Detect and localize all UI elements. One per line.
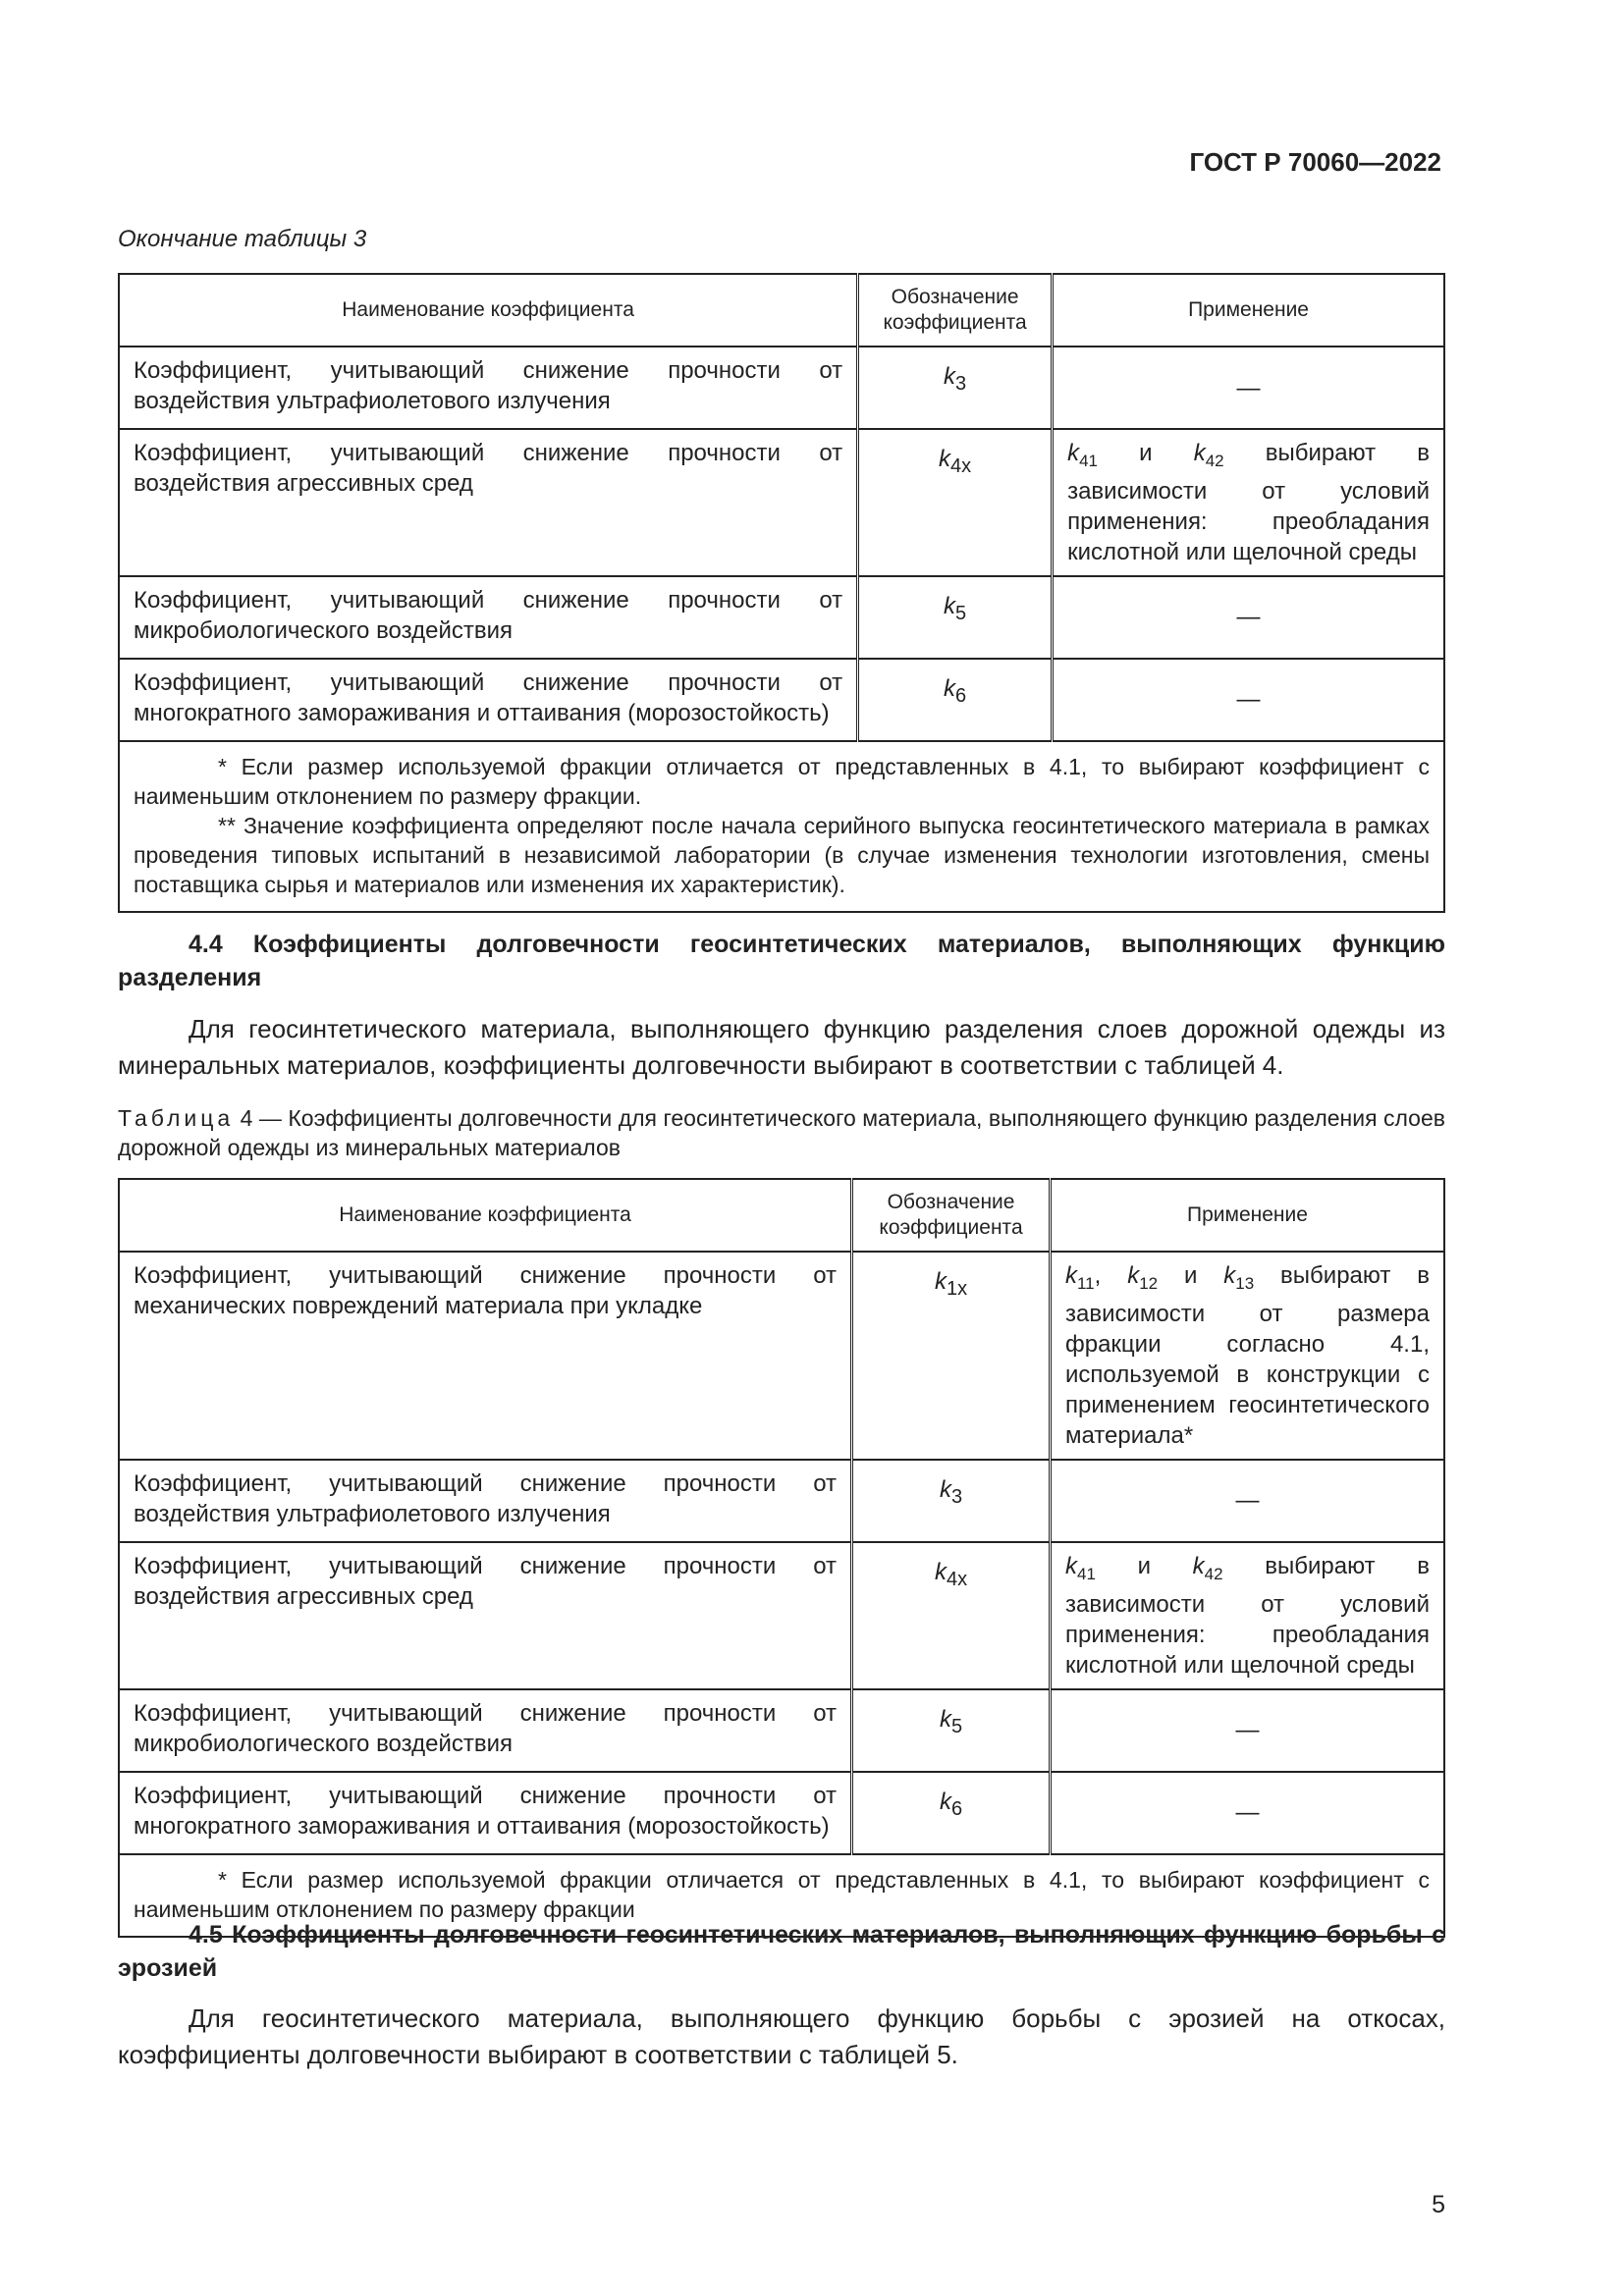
k-symbol: k xyxy=(939,1788,951,1815)
table-4 xyxy=(118,1178,1445,1938)
k-symbol: k xyxy=(939,446,951,472)
table-row xyxy=(119,347,1444,429)
k-subscript: 5 xyxy=(950,1715,963,1737)
coefficient-application: — xyxy=(1053,576,1444,659)
coefficient-designation xyxy=(858,576,1053,659)
footnote: * Если размер используемой фракции отличается от представленных в 4.1, то выбирают коэффициент с наименьшим отклонением по размеру фракции xyxy=(134,1866,1430,1922)
coefficient-symbol: $k_{41}$ xyxy=(1064,1552,1096,1583)
coefficient-application: $k_{41}$ и $k_{42}$ выбирают в зависимости от условий применения: преобладания кислотной или щелочной среды xyxy=(1050,1542,1444,1689)
coefficient-symbol: $k_{42}$ xyxy=(1192,1552,1223,1583)
k-subscript: 4x xyxy=(950,454,972,477)
table-row xyxy=(119,576,1444,659)
column-header-designation: Обозначение коэффициента xyxy=(858,274,1053,347)
coefficient-symbol: $k_{41}$ xyxy=(1067,440,1098,470)
coefficient-application: — xyxy=(1053,659,1444,741)
coefficient-designation xyxy=(858,347,1053,429)
footnote: ** Значение коэффициента определяют после начала серийного выпуска геосинтетического материала в рамках проведения типовых испытаний в независимой лаборатории (в случае изменения технологии изготовления, смены поставщика сырья и материалов или изменения их характеристик). xyxy=(134,812,1430,897)
k-subscript: 6 xyxy=(955,684,967,707)
coefficient-designation xyxy=(858,429,1053,576)
table3-continuation-caption: Окончание таблицы 3 xyxy=(118,226,367,252)
k-symbol: k xyxy=(944,592,956,619)
coefficient-application: $k_{11}$, $k_{12}$ и $k_{13}$ выбирают в зависимости от размера фракции согласно 4.1, используемой в конструкции с применением геосинтетического материала* xyxy=(1050,1252,1444,1460)
k-subscript: 3 xyxy=(955,372,967,395)
column-header-name: Наименование коэффициента xyxy=(119,1179,852,1252)
coefficient-application: — xyxy=(1050,1772,1444,1854)
coefficient-name: Коэффициент, учитывающий снижение прочности от многократного замораживания и оттаивания (морозостойкость) xyxy=(119,1772,852,1854)
coefficient-designation xyxy=(852,1689,1051,1772)
coefficient-symbol: $k_{11}$ xyxy=(1064,1262,1095,1293)
coefficient-designation xyxy=(852,1252,1051,1460)
section-heading-4-5: 4.5 Коэффициенты долговечности геосинтетических материалов, выполняющих функцию борьбы с эрозией xyxy=(118,1921,1445,1982)
coefficient-designation xyxy=(858,659,1053,741)
column-header-application: Применение xyxy=(1050,1179,1444,1252)
column-header-designation: Обозначение коэффициента xyxy=(852,1179,1051,1252)
k-subscript: 4x xyxy=(946,1568,968,1590)
coefficient-application: — xyxy=(1050,1689,1444,1772)
table-row xyxy=(119,1460,1444,1542)
coefficient-symbol: $k_{13}$ xyxy=(1223,1262,1255,1293)
coefficient-application: $k_{41}$ и $k_{42}$ выбирают в зависимости от условий применения: преобладания кислотной или щелочной среды xyxy=(1053,429,1444,576)
coefficient-name: Коэффициент, учитывающий снижение прочности от воздействия агрессивных сред xyxy=(119,429,858,576)
table-3 xyxy=(118,273,1445,913)
section-4-5-paragraph: Для геосинтетического материала, выполняющего функцию борьбы с эрозией на откосах, коэффициенты долговечности выбирают в соответствии с таблицей 5. xyxy=(118,2003,1445,2069)
k-symbol: k xyxy=(934,1558,947,1585)
k-subscript: 6 xyxy=(950,1797,963,1820)
coefficient-name: Коэффициент, учитывающий снижение прочности от воздействия агрессивных сред xyxy=(119,1542,852,1689)
coefficient-name: Коэффициент, учитывающий снижение прочности от механических повреждений материала при укладке xyxy=(119,1252,852,1460)
table-row xyxy=(119,659,1444,741)
table-row xyxy=(119,1689,1444,1772)
coefficient-designation xyxy=(852,1542,1051,1689)
section-heading-4-4: 4.4 Коэффициенты долговечности геосинтетических материалов, выполняющих функцию разделения xyxy=(118,931,1445,991)
page-number: 5 xyxy=(1432,2191,1445,2218)
coefficient-designation xyxy=(852,1460,1051,1542)
table-row xyxy=(119,1772,1444,1854)
table-row xyxy=(119,1252,1444,1460)
coefficient-symbol: $k_{42}$ xyxy=(1193,440,1224,470)
column-header-name: Наименование коэффициента xyxy=(119,274,858,347)
coefficient-name: Коэффициент, учитывающий снижение прочности от микробиологического воздействия xyxy=(119,576,858,659)
k-subscript: 1x xyxy=(946,1277,968,1300)
coefficient-designation xyxy=(852,1772,1051,1854)
column-header-application: Применение xyxy=(1053,274,1444,347)
section-4-4-paragraph: Для геосинтетического материала, выполняющего функцию разделения слоев дорожной одежды из минеральных материалов, коэффициенты долговечности выбирают в соответствии с таблицей 4. xyxy=(118,1014,1445,1080)
footnote: * Если размер используемой фракции отличается от представленных в 4.1, то выбирают коэффициент с наименьшим отклонением по размеру фракции. xyxy=(134,753,1430,809)
table-header-row xyxy=(119,274,1444,347)
table-header-row xyxy=(119,1179,1444,1252)
table-row xyxy=(119,429,1444,576)
document-code: ГОСТ Р 70060—2022 xyxy=(1189,147,1441,177)
coefficient-application: — xyxy=(1050,1460,1444,1542)
k-symbol: k xyxy=(944,363,956,390)
table-footnotes-row xyxy=(119,741,1444,912)
coefficient-name: Коэффициент, учитывающий снижение прочности от воздействия ультрафиолетового излучения xyxy=(119,1460,852,1542)
coefficient-name: Коэффициент, учитывающий снижение прочности от воздействия ультрафиолетового излучения xyxy=(119,347,858,429)
coefficient-name: Коэффициент, учитывающий снижение прочности от микробиологического воздействия xyxy=(119,1689,852,1772)
coefficient-symbol: $k_{12}$ xyxy=(1127,1262,1159,1293)
k-symbol: k xyxy=(934,1268,947,1295)
k-symbol: k xyxy=(939,1705,951,1733)
k-subscript: 5 xyxy=(955,602,967,624)
coefficient-name: Коэффициент, учитывающий снижение прочности от многократного замораживания и оттаивания (морозостойкость) xyxy=(119,659,858,741)
table-row xyxy=(119,1542,1444,1689)
table4-caption xyxy=(118,1103,1445,1162)
k-symbol: k xyxy=(939,1475,951,1503)
table-title: 4 — Коэффициенты долговечности для геосинтетического материала, выполняющего функцию разделения слоев дорожной одежды из минеральных материалов xyxy=(118,1105,1445,1160)
k-symbol: k xyxy=(944,674,956,702)
table-label: Таблица xyxy=(118,1105,235,1131)
coefficient-application: — xyxy=(1053,347,1444,429)
k-subscript: 3 xyxy=(950,1485,963,1508)
table-footnotes xyxy=(119,741,1444,912)
